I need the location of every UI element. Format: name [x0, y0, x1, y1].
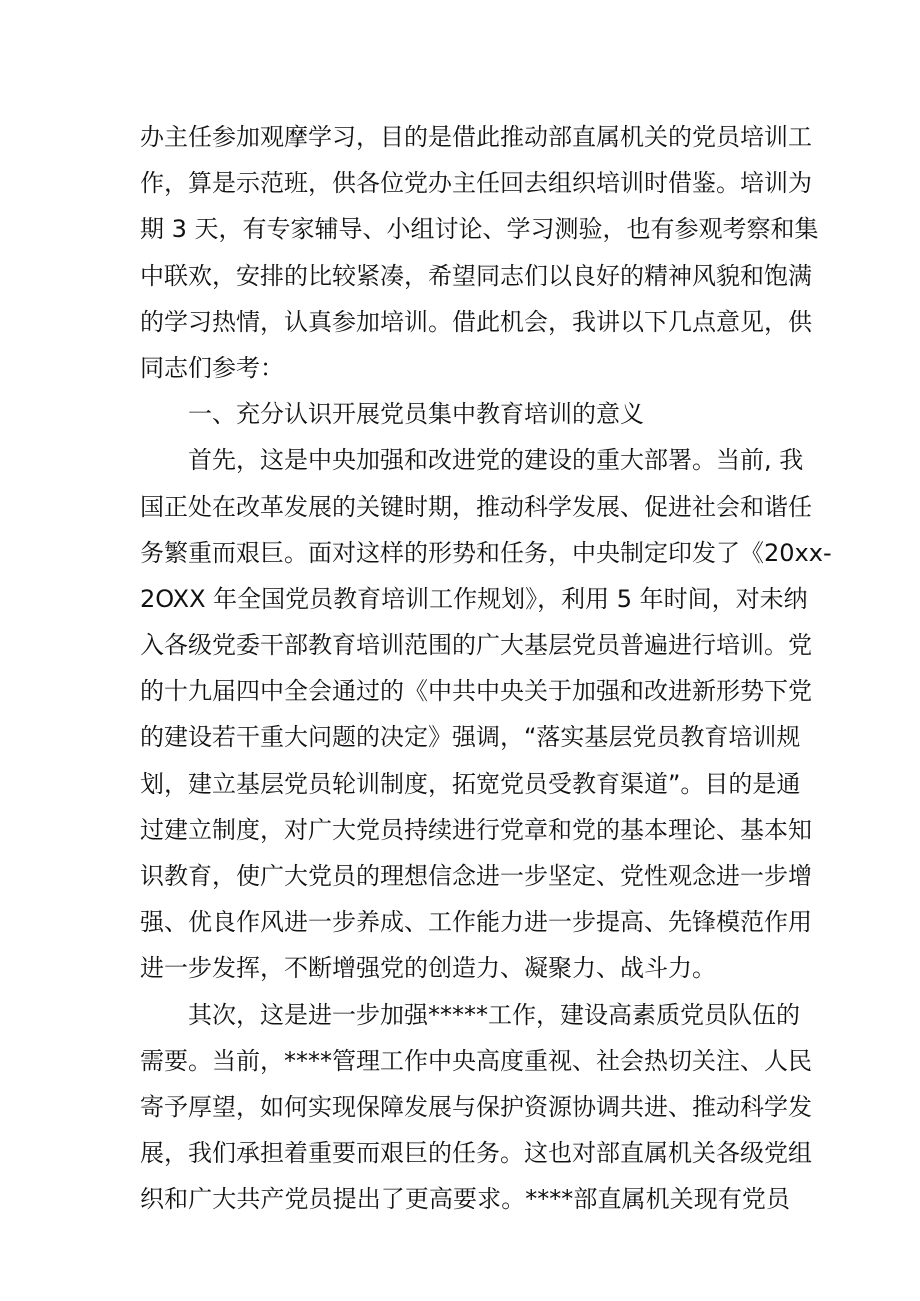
text-line: 务繁重而艰巨。面对这样的形势和任务，中央制定印发了《20xx- [140, 538, 832, 567]
text-line: 需要。当前，****管理工作中央高度重视、社会热切关注、人民 [140, 1046, 812, 1075]
text-line: 的建设若干重大问题的决定》强调，“落实基层党员教育培训规 [140, 723, 801, 752]
text-line: 进一步发挥，不断增强党的创造力、凝聚力、战斗力。 [140, 954, 716, 983]
text-line: 的十九届四中全会通过的《中共中央关于加强和改进新形势下党 [140, 677, 812, 706]
body-text [140, 114, 832, 1223]
text-line: 其次，这是进一步加强*****工作，建设高素质党员队伍的 [188, 1000, 800, 1029]
text-line: 展，我们承担着重要而艰巨的任务。这也对部直属机关各级党组 [140, 1139, 812, 1168]
text-line: 作，算是示范班，供各位党办主任回去组织培训时借鉴。培训为 [140, 169, 812, 198]
text-line: 2OXX 年全国党员教育培训工作规划》，利用 5 年时间，对未纳 [140, 584, 808, 613]
text-line: 过建立制度，对广大党员持续进行党章和党的基本理论、基本知 [140, 815, 812, 844]
text-line: 入各级党委干部教育培训范围的广大基层党员普遍进行培训。党 [140, 631, 812, 660]
text-line: 办主任参加观摩学习，目的是借此推动部直属机关的党员培训工 [140, 123, 812, 151]
text-line: 同志们参考： [140, 353, 284, 382]
text-line: 的学习热情，认真参加培训。借此机会，我讲以下几点意见，供 [140, 307, 812, 336]
text-line: 强、优良作风进一步养成、工作能力进一步提高、先锋模范作用 [140, 908, 812, 937]
text-line: 织和广大共产党员提出了更高要求。****部直属机关现有党员 [140, 1185, 790, 1214]
text-line: 寄予厚望，如何实现保障发展与保护资源协调共进、推动科学发 [140, 1092, 812, 1121]
text-line: 划，建立基层党员轮训制度，拓宽党员受教育渠道”。目的是通 [140, 769, 801, 798]
text-line: 国正处在改革发展的关键时期，推动科学发展、促进社会和谐任 [140, 492, 812, 521]
text-line: 中联欢，安排的比较紧凑，希望同志们以良好的精神风貌和饱满 [140, 261, 812, 290]
text-line: 首先，这是中央加强和改进党的建设的重大部署。当前, 我 [188, 446, 804, 475]
text-line: 识教育，使广大党员的理想信念进一步坚定、党性观念进一步增 [140, 862, 812, 890]
text-line: 期 3 天，有专家辅导、小组讨论、学习测验，也有参观考察和集 [140, 215, 819, 244]
section-heading: 一、充分认识开展党员集中教育培训的意义 [188, 400, 644, 429]
